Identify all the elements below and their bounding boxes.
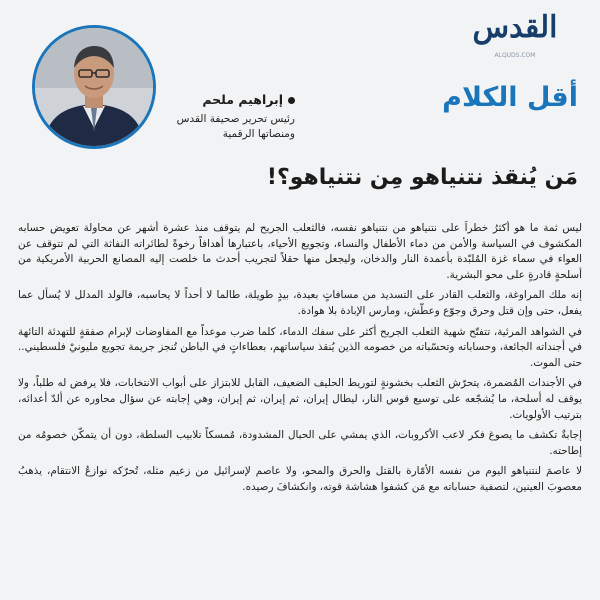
paragraph: إجابةٌ تكشف ما يصوغ فكر لاعب الأكروبات، الذي يمشي على الحبال المشدودة، مُمسكاً تلابيب السلطة، دون أن يتمكّن خصومُه من إطاحته.	[18, 429, 582, 457]
logo-subtext: ALQUDS.COM	[494, 52, 536, 59]
author-name-row	[145, 92, 295, 107]
author-role-line1: رئيس تحرير صحيفة القدس	[176, 113, 295, 125]
paragraph: ليس ثمة ما هو أكثرُ خطراً على نتنياهو من نتنياهو نفسه، فالثعلب الجريح لم يتوقف منذ عشرة أشهر عن محاولة تعويض حسابه المكشوف في السياسة والأمن من دماء الأطفال والنساء، وتجويع الأحياء، باعتبارها أهدافاً رخوةً لطائراته النفاثة التي لم تتوقف عن العواء في سماء غزة المُلبّدة بأعمدة النار والدخان، وليجعل منها حقلاً لتجريب أحدث ما خلصت إليه المصانع الحربية الأمريكية من أسلحةٍ قادرةٍ على محو البشرية.	[18, 222, 582, 281]
paragraph: في الشواهد المرئية، تتفتّح شهية الثعلب الجريح أكثر على سفك الدماء، كلما ضرب موعداً مع المفاوضات لإبرام صفقةٍ للتهدئة التائهة في أجنداته الجائعة، وحساباته وتحسّباته من خصومه الذين يُنقذ سياساتهم، بعطاءاتٍ في الباطن تُنجز جريمة تجويع مليونيْ فلسطيني.. حتى الموت.	[18, 325, 582, 369]
author-role-line2: ومنصاتها الرقمية	[222, 128, 295, 140]
author-name: إبراهيم ملحم	[202, 92, 283, 107]
paragraph: لا عاصمَ لنتنياهو اليوم من نفسه الأمّارة بالقتل والحرق والمحو، ولا عاصم لإسرائيل من زعيم مثله، تُحرّكه نوازعُ الانتقام، يذهبُ معصوبَ العينين، لتصفية حساباته مع مَن كشفوا هشاشة قوته، وانكشافَ رصيده.	[18, 465, 582, 493]
newspaper-logo	[455, 10, 575, 65]
logo-text: القدس	[472, 10, 558, 45]
author-role	[145, 112, 295, 142]
article-body	[18, 221, 582, 596]
author-info	[145, 92, 295, 142]
author-portrait-icon	[35, 28, 153, 146]
paragraph: إنه ملك المراوغة، والثعلب القادر على التسديد من مسافاتٍ بعيدة، بيدٍ طويلة، طالما لا أحداً لا يحاسبه، فالولد المدلل لا يُسأل عما يفعل، حتى وإن قتل وحرق وجوّع وعطّش، ومارس الإبادة بلا هوادة.	[18, 289, 582, 317]
column-title: أقل الكلام	[442, 82, 578, 113]
bullet-icon	[288, 97, 295, 104]
article-headline: مَن يُنقذ نتنياهو مِن نتنياهو؟!	[266, 165, 578, 190]
paragraph: في الأجندات المُضمرة، يتحرّش الثعلب بخشونةٍ لتوريط الحليف الضعيف، القابل للابتزاز على أبواب الانتخابات، فلا يرفض له طلباً، ولا يوقف له أسلحة، ما يُشجّعه على توسيع قوس النار، ليطال إيران، ثم إيران، ثم إيران، وهي إجابته عن سؤال محاوره عن ألدّ أعدائه، بترتيب الأولويات.	[18, 377, 582, 421]
author-avatar	[32, 25, 156, 149]
